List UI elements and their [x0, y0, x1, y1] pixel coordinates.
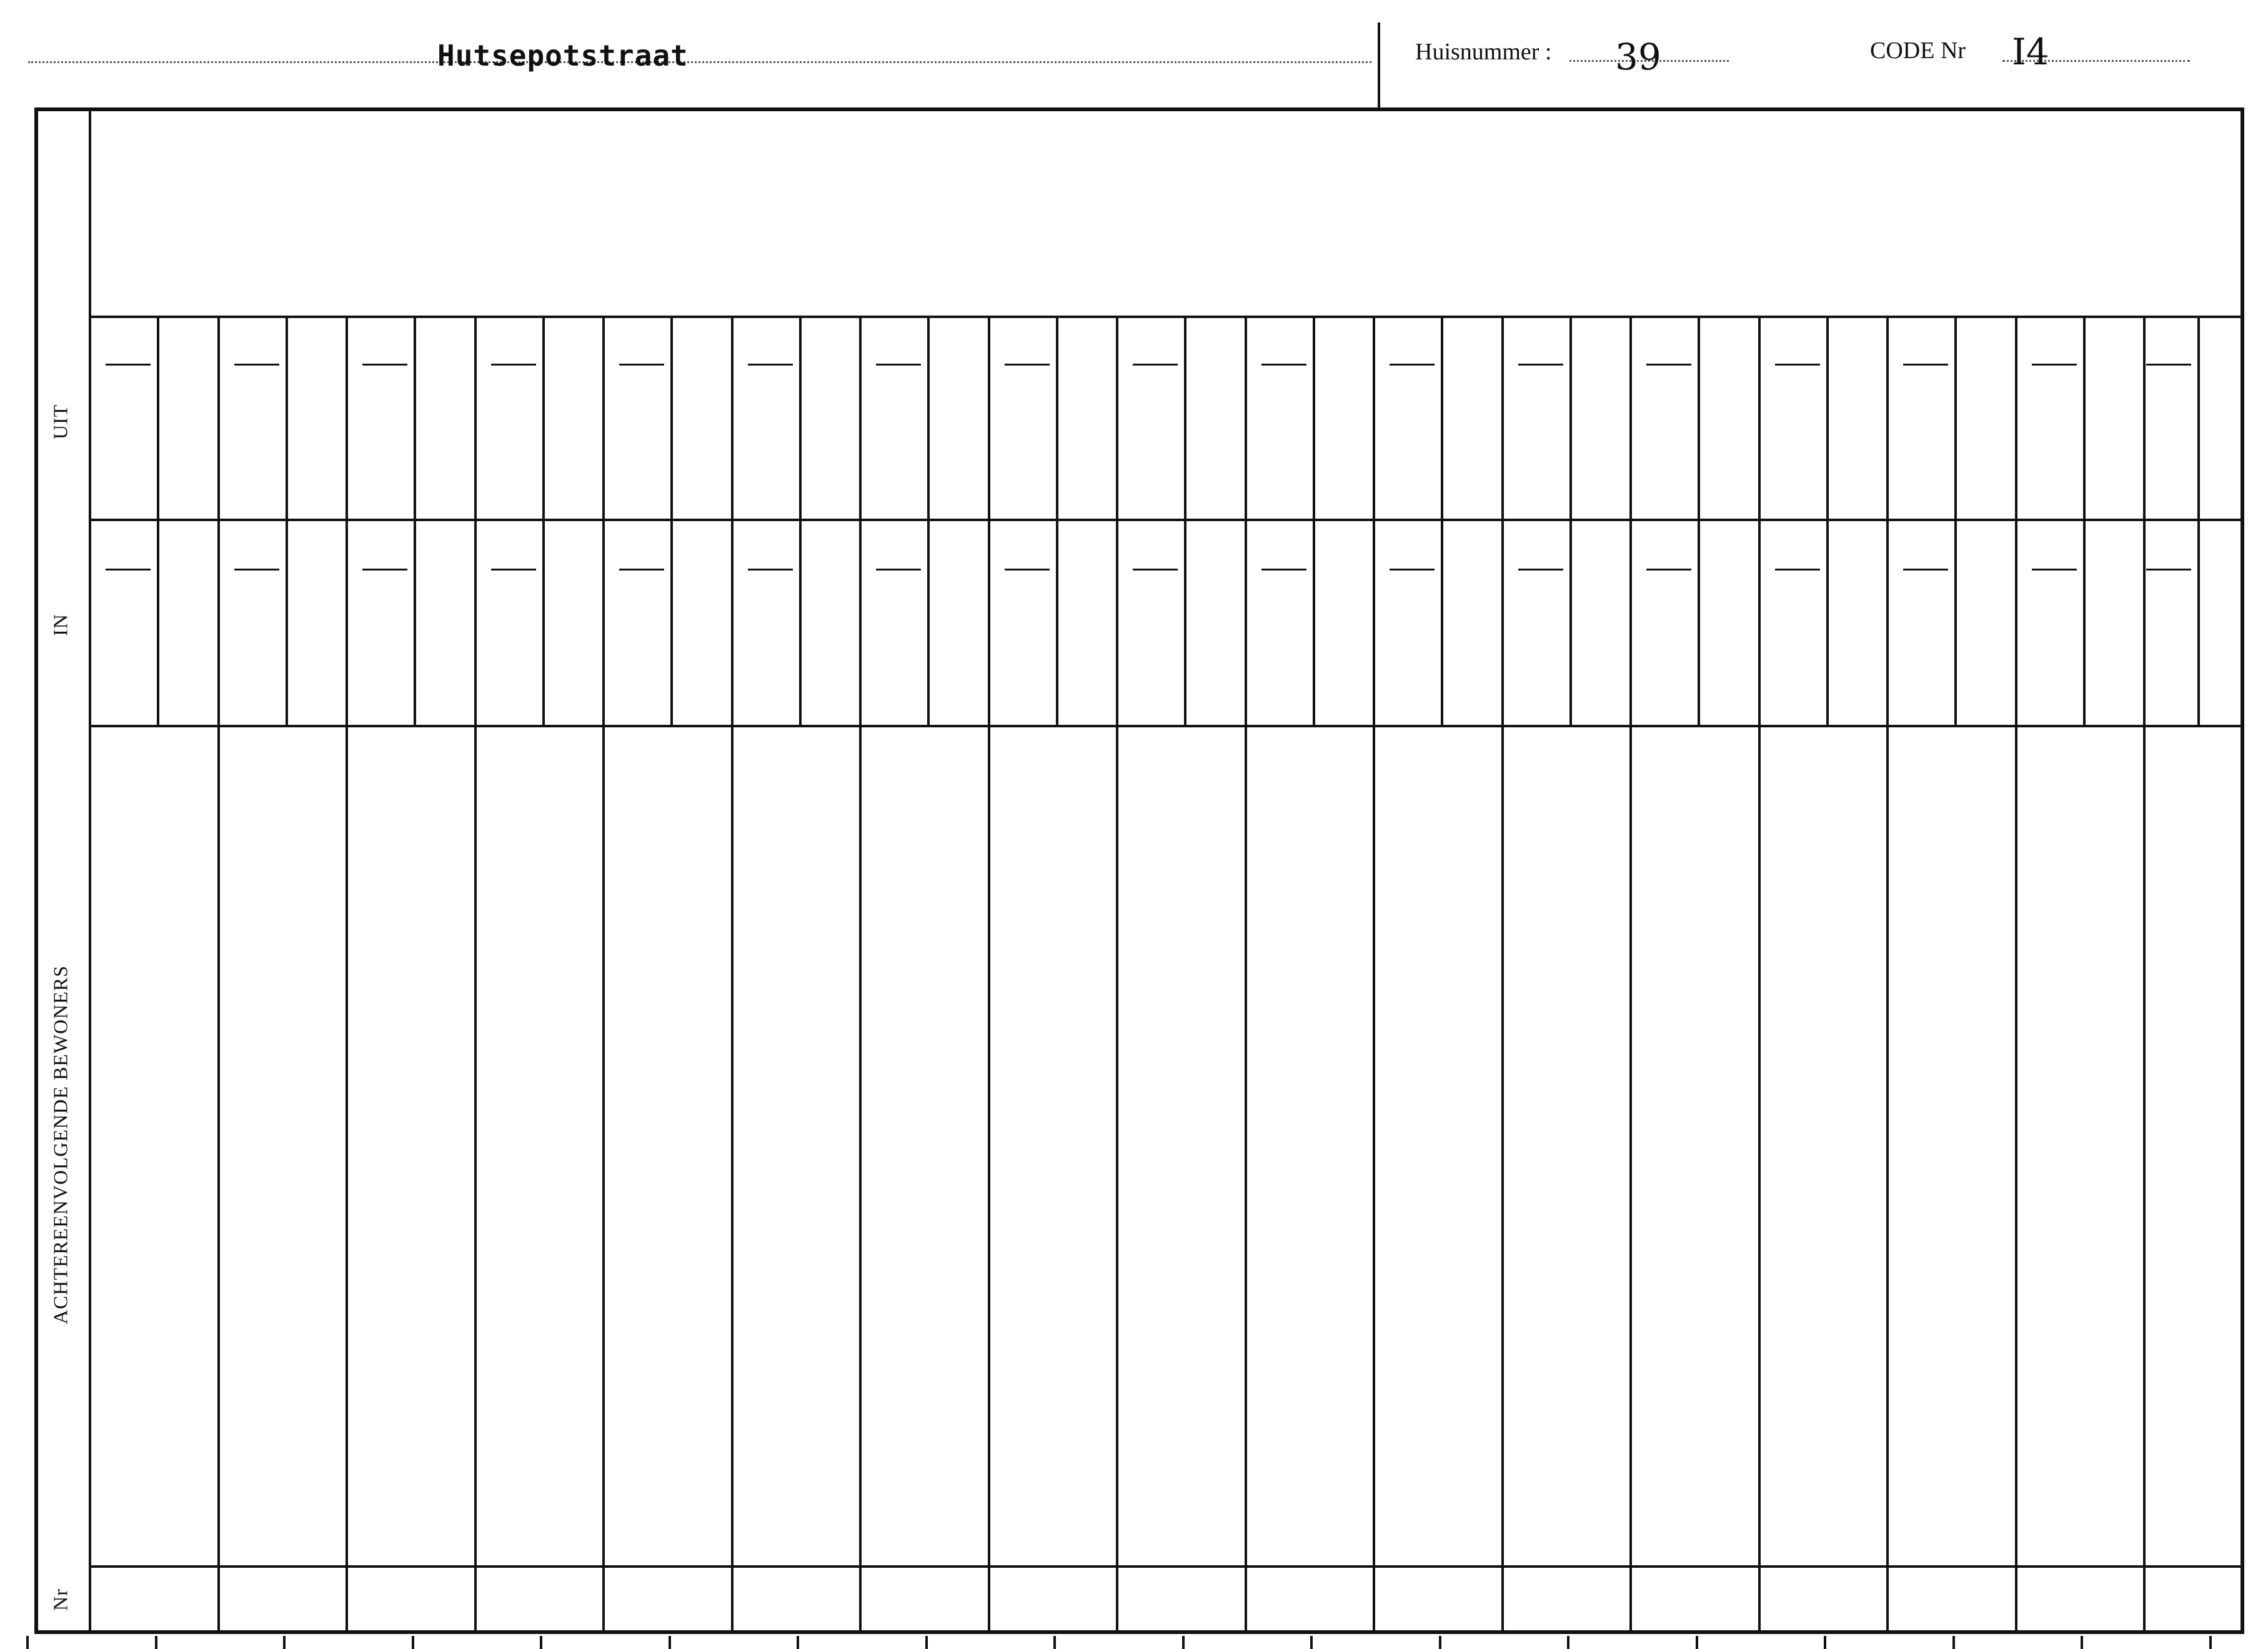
- table-frame: [34, 107, 2244, 1634]
- ruler-tick: [1439, 1636, 1441, 1649]
- uit-dash: [876, 364, 921, 366]
- column-divider: [1116, 316, 1118, 1630]
- uit-dash: [1005, 364, 1050, 366]
- row-divider: [89, 316, 2244, 318]
- in-dash: [362, 569, 407, 570]
- ruler-tick: [1182, 1636, 1185, 1649]
- uit-dash: [1261, 364, 1306, 366]
- row-divider: [89, 519, 2244, 521]
- row-label-nr: Nr: [49, 1588, 72, 1611]
- in-dash: [1261, 569, 1306, 570]
- column-divider: [217, 316, 220, 1630]
- half-column-divider: [286, 316, 288, 725]
- street-name: Hutsepotstraat: [437, 39, 689, 72]
- ruler-tick: [1696, 1636, 1698, 1649]
- half-column-divider: [1569, 316, 1572, 725]
- column-divider: [1758, 316, 1761, 1630]
- column-divider: [346, 316, 348, 1630]
- uit-dash: [1775, 364, 1820, 366]
- column-divider: [2143, 316, 2146, 1630]
- ruler-tick: [2209, 1636, 2212, 1649]
- half-column-divider: [1698, 316, 1700, 725]
- uit-dash: [234, 364, 279, 366]
- half-column-divider: [1313, 316, 1315, 725]
- column-divider: [1501, 316, 1504, 1630]
- column-divider: [1245, 316, 1247, 1630]
- code-label: CODE Nr: [1870, 37, 1966, 64]
- half-column-divider: [2083, 316, 2086, 725]
- code-value: I4: [2012, 31, 2049, 73]
- column-divider: [474, 316, 477, 1630]
- uit-dash: [1133, 364, 1178, 366]
- column-divider: [988, 316, 990, 1630]
- row-divider: [89, 1565, 2244, 1568]
- half-column-divider: [1826, 316, 1829, 725]
- ruler-tick: [1824, 1636, 1826, 1649]
- ruler-tick: [925, 1636, 928, 1649]
- ruler-tick: [1952, 1636, 1955, 1649]
- half-column-divider: [2197, 316, 2200, 725]
- in-dash: [106, 569, 151, 570]
- row-label-in: IN: [49, 614, 72, 636]
- in-dash: [1646, 569, 1691, 570]
- column-divider: [731, 316, 734, 1630]
- ruler-tick: [797, 1636, 799, 1649]
- half-column-divider: [414, 316, 416, 725]
- ruler-tick: [283, 1636, 286, 1649]
- uit-dash: [2146, 364, 2191, 366]
- ruler-tick: [669, 1636, 671, 1649]
- label-column-divider: [89, 111, 91, 1630]
- half-column-divider: [1184, 316, 1186, 725]
- ruler-tick: [1310, 1636, 1313, 1649]
- ruler-tick: [1053, 1636, 1056, 1649]
- row-label-residents: ACHTEREENVOLGENDE BEWONERS: [49, 965, 72, 1325]
- ruler-tick: [1567, 1636, 1569, 1649]
- in-dash: [1133, 569, 1178, 570]
- in-dash: [1518, 569, 1563, 570]
- uit-dash: [106, 364, 151, 366]
- column-divider: [2015, 316, 2017, 1630]
- half-column-divider: [542, 316, 545, 725]
- in-dash: [2146, 569, 2191, 570]
- row-label-uit: UIT: [49, 404, 72, 440]
- half-column-divider: [927, 316, 930, 725]
- column-divider: [1373, 316, 1375, 1630]
- in-dash: [2032, 569, 2077, 570]
- in-dash: [1775, 569, 1820, 570]
- house-number-label: Huisnummer :: [1415, 39, 1552, 65]
- in-dash: [1005, 569, 1050, 570]
- uit-dash: [1518, 364, 1563, 366]
- half-column-divider: [1056, 316, 1058, 725]
- uit-dash: [748, 364, 793, 366]
- ruler-tick: [540, 1636, 542, 1649]
- uit-dash: [1646, 364, 1691, 366]
- column-divider: [1629, 316, 1632, 1630]
- half-column-divider: [1954, 316, 1957, 725]
- column-divider: [859, 316, 862, 1630]
- uit-dash: [2032, 364, 2077, 366]
- in-dash: [234, 569, 279, 570]
- uit-dash: [619, 364, 664, 366]
- column-divider: [1886, 316, 1889, 1630]
- ruler-tick: [2081, 1636, 2083, 1649]
- uit-dash: [1903, 364, 1948, 366]
- uit-dash: [491, 364, 536, 366]
- in-dash: [876, 569, 921, 570]
- in-dash: [491, 569, 536, 570]
- half-column-divider: [799, 316, 802, 725]
- house-number-value: 39: [1615, 36, 1661, 78]
- in-dash: [1903, 569, 1948, 570]
- column-divider: [602, 316, 605, 1630]
- street-dotted-line: [28, 61, 1371, 63]
- in-dash: [748, 569, 793, 570]
- half-column-divider: [1441, 316, 1443, 725]
- in-dash: [1390, 569, 1435, 570]
- uit-dash: [1390, 364, 1435, 366]
- ruler-tick: [412, 1636, 414, 1649]
- half-column-divider: [157, 316, 159, 725]
- row-divider: [89, 725, 2244, 727]
- ruler-tick: [26, 1636, 29, 1649]
- in-dash: [619, 569, 664, 570]
- ruler-tick: [155, 1636, 157, 1649]
- half-column-divider: [670, 316, 673, 725]
- uit-dash: [362, 364, 407, 366]
- header-divider: [1378, 22, 1380, 108]
